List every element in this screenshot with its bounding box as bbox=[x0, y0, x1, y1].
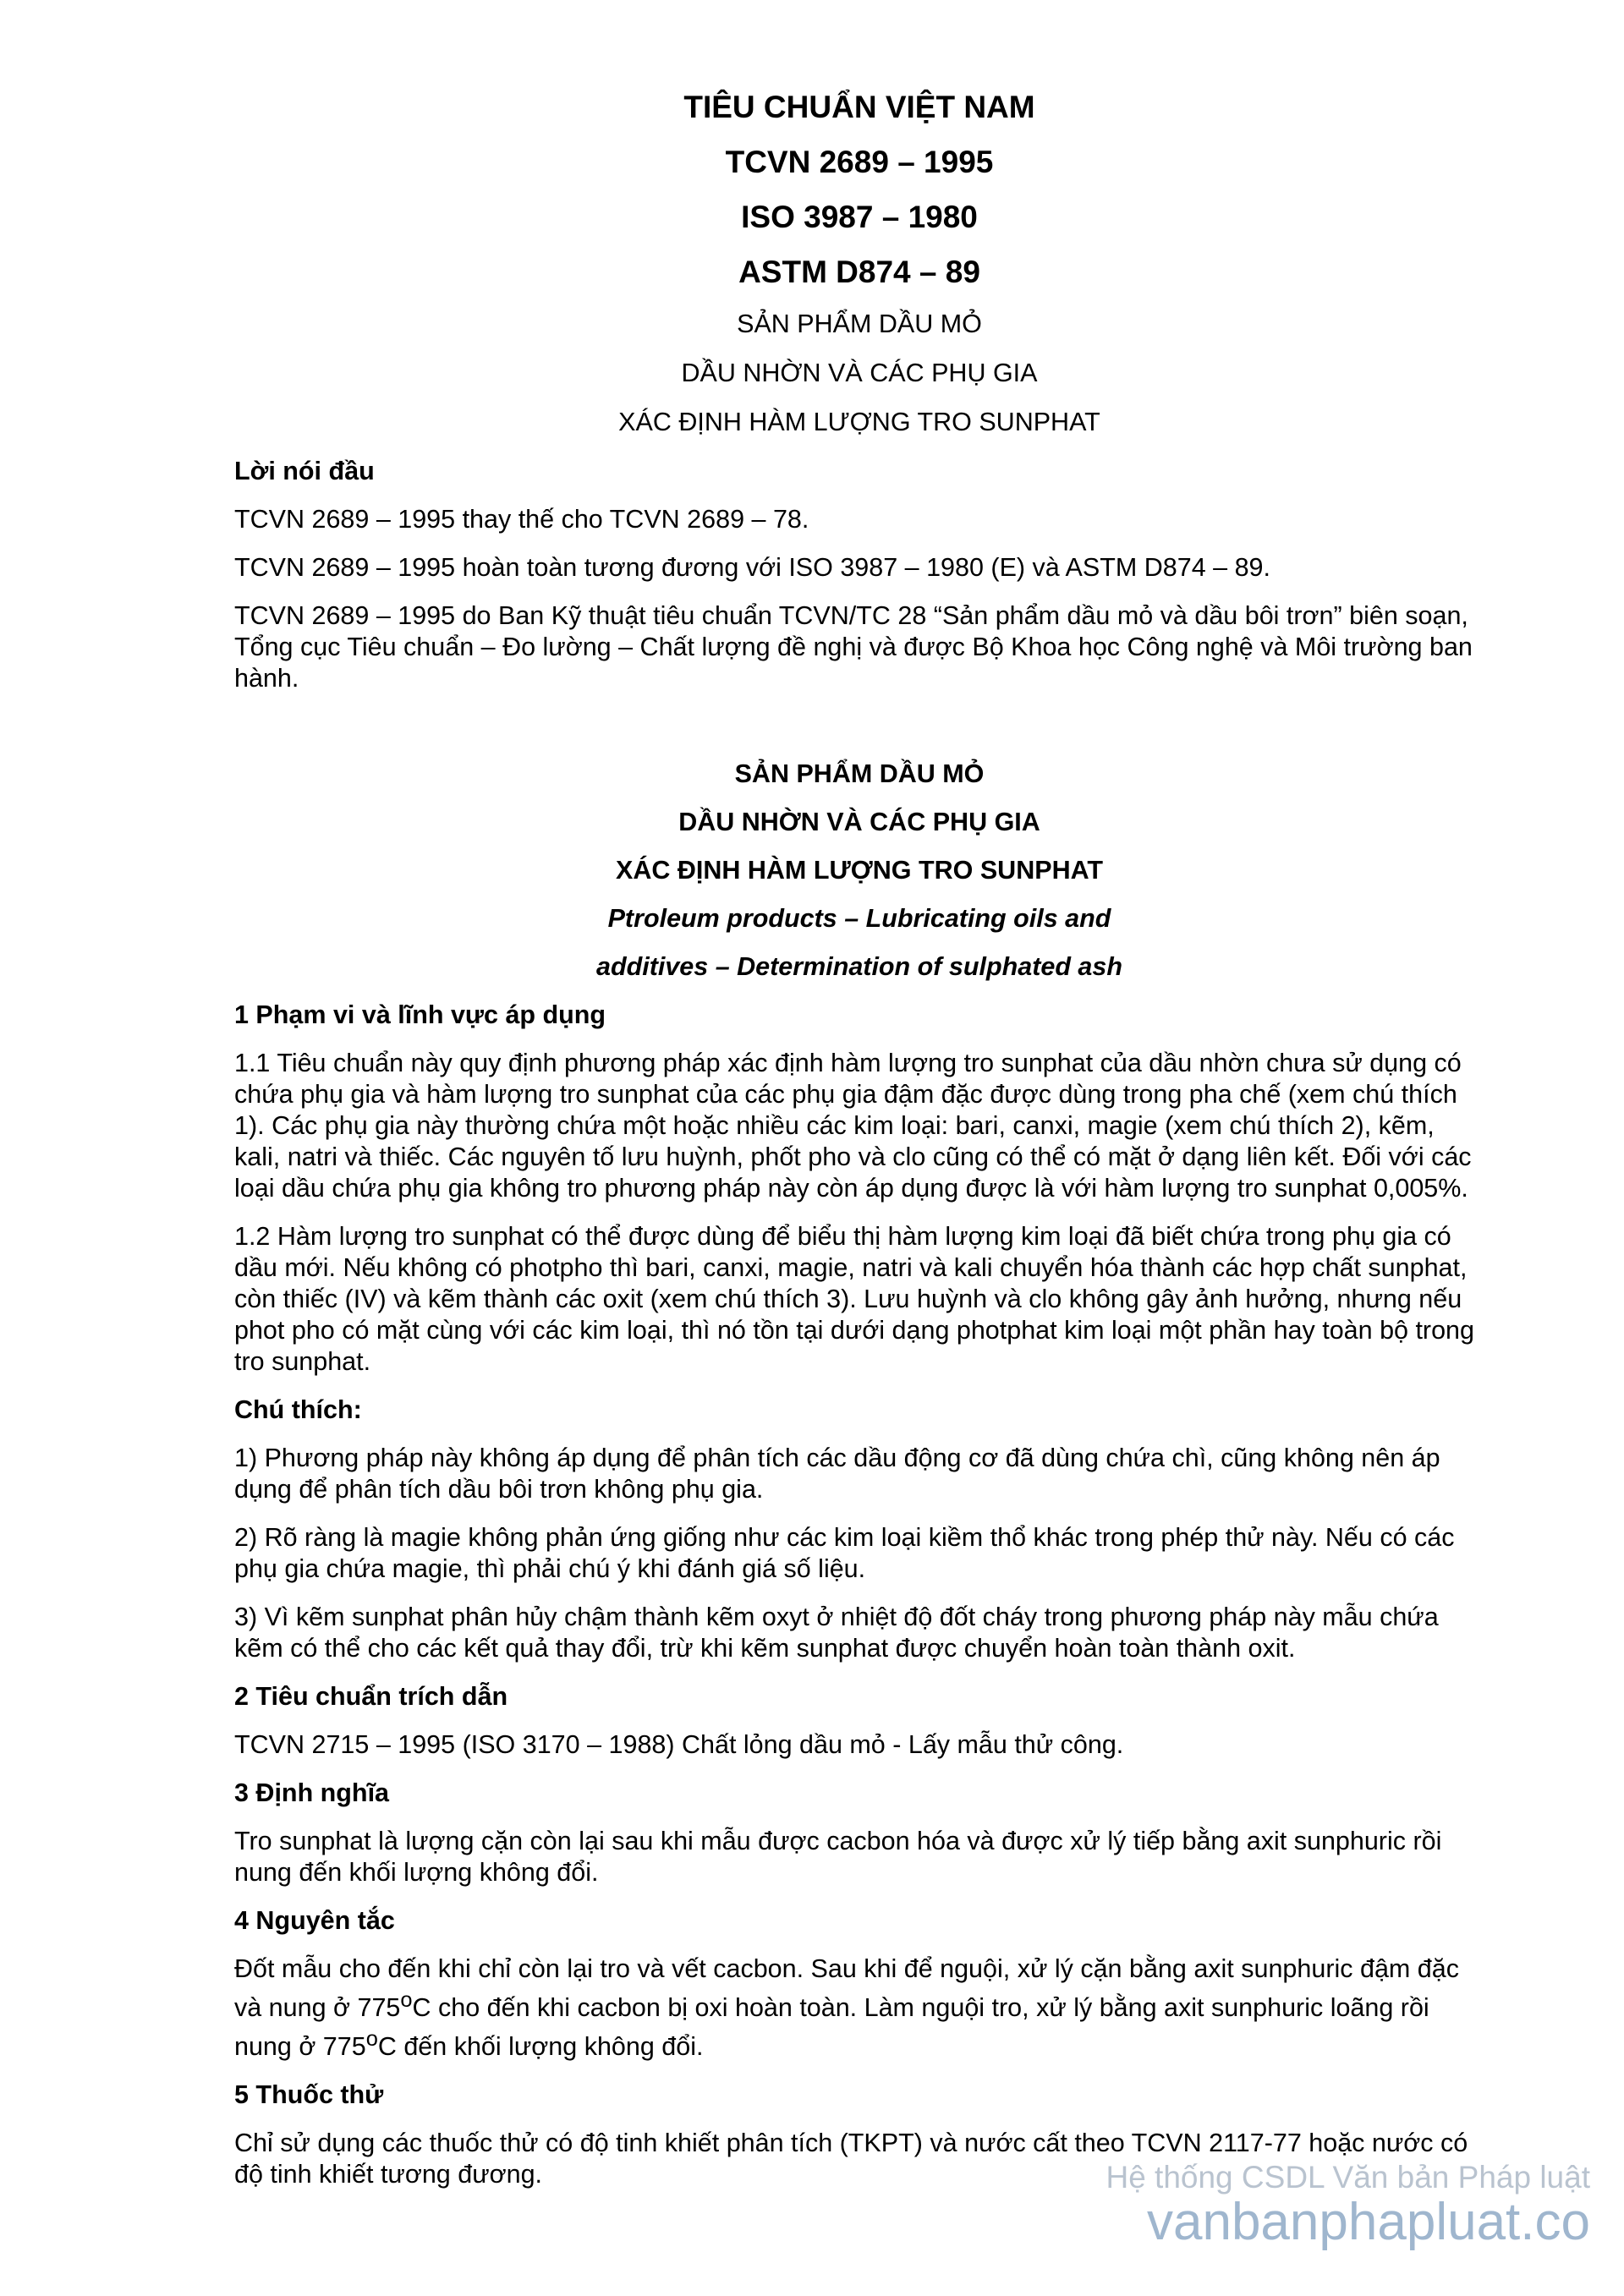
section-5-title: 5 Thuốc thử bbox=[234, 2080, 384, 2110]
standard-title-block bbox=[234, 759, 1484, 983]
site-watermark bbox=[1106, 2161, 1590, 2250]
principle-text-c: C đến khối lượng không đổi. bbox=[377, 2032, 704, 2062]
section-2 bbox=[234, 1681, 1484, 1761]
section-4-paragraph-1 bbox=[234, 1954, 1484, 2063]
watermark-tagline: Hệ thống CSDL Văn bản Pháp luật bbox=[1106, 2160, 1590, 2195]
section-1-title: 1 Phạm vi và lĩnh vực áp dụng bbox=[234, 1000, 606, 1029]
section-1-paragraph-2: 1.2 Hàm lượng tro sunphat có thể được dùng để biểu thị hàm lượng kim loại đã biết chứa trong phụ gia có dầu mới. Nếu không có photpho thì bari, canxi, magie, natri và kali chuyển hóa thành các hợp chất sunphat, còn thiếc (IV) và kẽm thành các oxit (xem chú thích 3). Lưu huỳnh và clo không gây ảnh hưởng, nhưng nếu phot pho có mặt cùng với các kim loại, thì nó tồn tại dưới dạng photphat kim loại một phần hay toàn bộ trong tro sunphat. bbox=[234, 1222, 1474, 1376]
section-spacer bbox=[234, 711, 1484, 759]
section-4-title: 4 Nguyên tắc bbox=[234, 1906, 395, 1935]
header-subtitle-1: SẢN PHẨM DẦU MỎ bbox=[737, 310, 982, 338]
foreword-paragraph-2: TCVN 2689 – 1995 hoàn toàn tương đương với ISO 3987 – 1980 (E) và ASTM D874 – 89. bbox=[234, 553, 1270, 582]
foreword-paragraph-3: TCVN 2689 – 1995 do Ban Kỹ thuật tiêu chuẩn TCVN/TC 28 “Sản phẩm dầu mỏ và dầu bôi trơn” biên soạn, Tổng cục Tiêu chuẩn – Đo lường – Chất lượng đề nghị và được Bộ Khoa học Công nghệ và Môi trường ban hành. bbox=[234, 601, 1473, 693]
title-vn-1: SẢN PHẨM DẦU MỎ bbox=[734, 759, 985, 788]
principle-text-b: C cho đến khi cacbon bị oxi hoàn toàn. Làm nguội tro, xử lý bằng axit sunphuric loãng rồi nung ở 775 bbox=[234, 1993, 1429, 2062]
title-vn-2: DẦU NHỜN VÀ CÁC PHỤ GIA bbox=[678, 808, 1040, 836]
document-header bbox=[234, 89, 1484, 438]
foreword-paragraph-1: TCVN 2689 – 1995 thay thế cho TCVN 2689 – 78. bbox=[234, 505, 809, 534]
degree-mark-1: o bbox=[400, 1988, 413, 2012]
title-en-1: Ptroleum products – Lubricating oils and bbox=[607, 904, 1111, 933]
watermark-domain: vanbanphapluat.co bbox=[1146, 2193, 1590, 2251]
section-3 bbox=[234, 1778, 1484, 1888]
section-1-paragraph-1: 1.1 Tiêu chuẩn này quy định phương pháp xác định hàm lượng tro sunphat của dầu nhờn chưa sử dụng có chứa phụ gia và hàm lượng tro sunphat của các phụ gia đậm đặc được dùng trong pha chế (xem chú thích 1). Các phụ gia này thường chứa một hoặc nhiều các kim loại: bari, canxi, magie (xem chú thích 2), kẽm, kali, natri và thiếc. Các nguyên tố lưu huỳnh, phốt pho và clo cũng có thể có mặt ở dạng liên kết. Đối với các loại dầu chứa phụ gia không tro phương pháp này còn áp dụng được là với hàm lượng tro sunphat 0,005%. bbox=[234, 1049, 1472, 1203]
header-subtitle-3: XÁC ĐỊNH HÀM LƯỢNG TRO SUNPHAT bbox=[618, 408, 1100, 436]
tcvn-code: TCVN 2689 – 1995 bbox=[725, 145, 994, 179]
note-1: 1) Phương pháp này không áp dụng để phân tích các dầu động cơ đã dùng chứa chì, cũng không nên áp dụng để phân tích dầu bôi trơn không phụ gia. bbox=[234, 1444, 1440, 1504]
degree-mark-2: o bbox=[365, 2027, 378, 2052]
title-vn-3: XÁC ĐỊNH HÀM LƯỢNG TRO SUNPHAT bbox=[615, 856, 1103, 885]
note-3: 3) Vì kẽm sunphat phân hủy chậm thành kẽm oxyt ở nhiệt độ đốt cháy trong phương pháp này mẫu chứa kẽm có thể cho các kết quả thay đổi, trừ khi kẽm sunphat được chuyển hoàn toàn thành oxit. bbox=[234, 1603, 1439, 1663]
section-3-title: 3 Định nghĩa bbox=[234, 1778, 389, 1807]
note-2: 2) Rõ ràng là magie không phản ứng giống như các kim loại kiềm thổ khác trong phép thử này. Nếu có các phụ gia chứa magie, thì phải chú ý khi đánh giá số liệu. bbox=[234, 1523, 1455, 1583]
section-2-paragraph-1: TCVN 2715 – 1995 (ISO 3170 – 1988) Chất lỏng dầu mỏ - Lấy mẫu thử công. bbox=[234, 1730, 1124, 1759]
section-3-paragraph-1: Tro sunphat là lượng cặn còn lại sau khi mẫu được cacbon hóa và được xử lý tiếp bằng axit sunphuric rồi nung đến khối lượng không đổi. bbox=[234, 1827, 1442, 1887]
section-4 bbox=[234, 1905, 1484, 2063]
standard-country-title: TIÊU CHUẨN VIỆT NAM bbox=[683, 90, 1035, 124]
section-2-title: 2 Tiêu chuẩn trích dẫn bbox=[234, 1682, 508, 1711]
section-5-paragraph-1: Chỉ sử dụng các thuốc thử có độ tinh khiết phân tích (TKPT) và nước cất theo TCVN 2117-77 hoặc nước có độ tinh khiết tương đương. bbox=[234, 2129, 1468, 2189]
iso-code: ISO 3987 – 1980 bbox=[741, 200, 978, 234]
astm-code: ASTM D874 – 89 bbox=[738, 255, 980, 289]
principle-text-a: Đốt mẫu cho đến khi chỉ còn lại tro và vết cacbon. Sau khi để nguội, xử lý cặn bằng axit sunphuric đậm đặc và nung ở 775 bbox=[234, 1954, 1459, 2023]
foreword-section bbox=[234, 456, 1484, 694]
title-en-2: additives – Determination of sulphated ash bbox=[596, 952, 1122, 981]
document-page bbox=[234, 89, 1484, 2207]
foreword-title: Lời nói đầu bbox=[234, 457, 375, 485]
section-1 bbox=[234, 1000, 1484, 1664]
header-subtitle-2: DẦU NHỜN VÀ CÁC PHỤ GIA bbox=[681, 359, 1038, 387]
notes-title: Chú thích: bbox=[234, 1395, 362, 1424]
